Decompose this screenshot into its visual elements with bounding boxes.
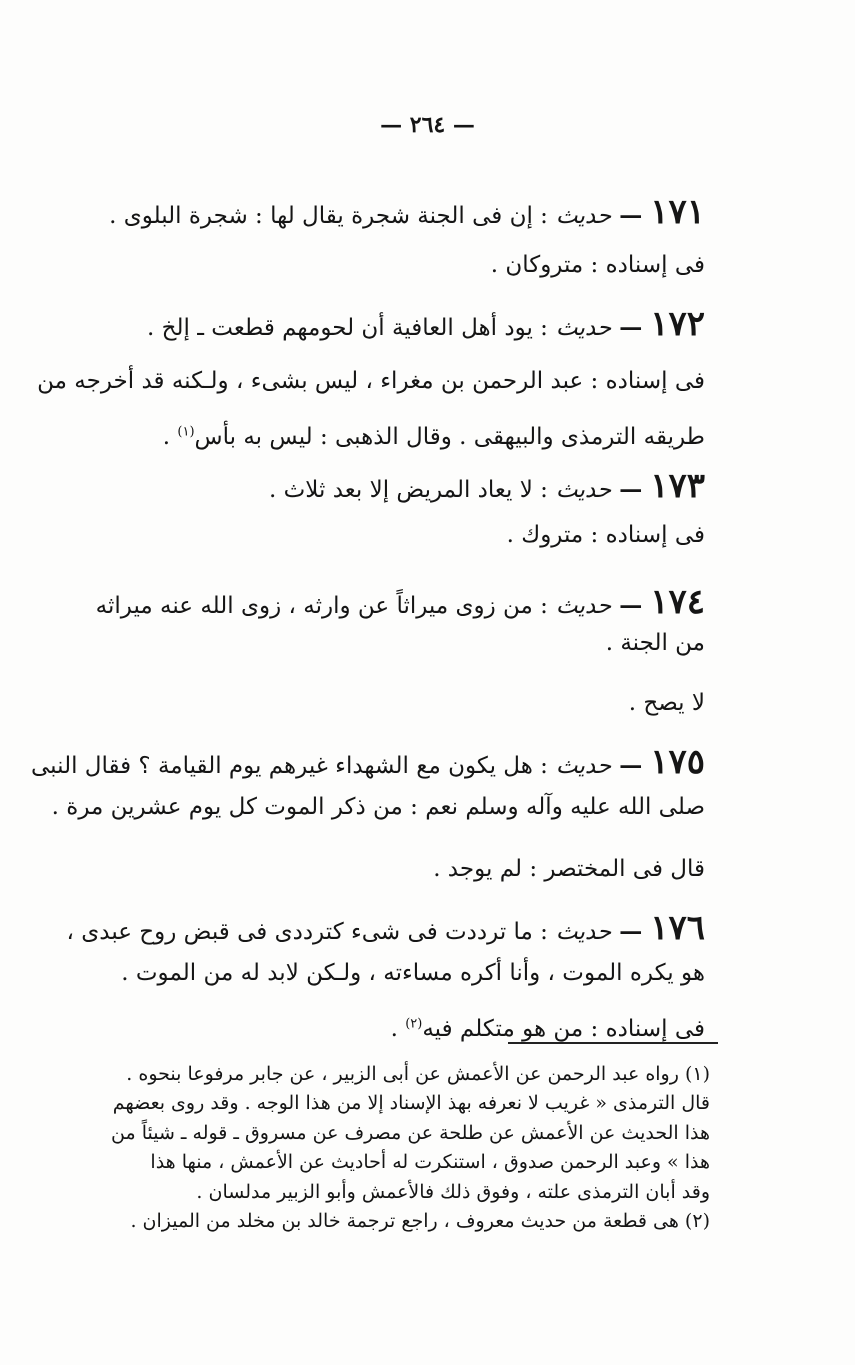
page-number: — ٢٦٤ — [380,112,475,138]
entry-number: ١٧٦ [650,908,705,948]
entry-text: : إن فى الجنة شجرة يقال لها : شجرة البلوى . [109,203,548,229]
footnote-line: هذا » وعبد الرحمن صدوق ، استنكرت له أحاديث عن الأعمش ، منها هذا [150,1151,710,1174]
entry-text: : ما ترددت فى شىء كترددى فى قبض روح عبدى ، [66,919,548,945]
footnote-ref: (١) [177,424,195,440]
entry-175: ١٧٥ — حديث : هل يكون مع الشهداء غيرهم يوم القيامة ؟ فقال النبى [31,742,705,782]
entry-label: حديث [555,203,612,229]
entry-label: حديث [555,753,612,779]
entry-text: : هل يكون مع الشهداء غيرهم يوم القيامة ؟ فقال النبى [31,753,548,779]
entry-text: : يود أهل العافية أن لحومهم قطعت ـ إلخ . [147,315,548,341]
entry-label: حديث [555,593,612,619]
entry-note: فى إسناده : متروكان . [490,252,705,278]
entry-note: طريقه الترمذى والبيهقى . وقال الذهبى : ليس به بأس$^{(١)}$ . [162,424,705,450]
footnote-line: (١) رواه عبد الرحمن عن الأعمش عن أبى الزبير ، عن جابر مرفوعا بنحوه . [126,1063,710,1085]
footnote-line: وقد أبان الترمذى علته ، وفوق ذلك فالأعمش وأبو الزبير مدلسان . [196,1180,710,1203]
entry-text: : من زوى ميراثاً عن وارثه ، زوى الله عنه ميراثه [95,593,548,619]
entry-note: قال فى المختصر : لم يوجد . [433,856,705,882]
entry-173: ١٧٣ — حديث : لا يعاد المريض إلا بعد ثلاث . [269,466,705,506]
footnote-line: هذا الحديث عن الأعمش عن طلحة عن مصرف عن مسروق ـ قوله ـ شيئاً من [111,1121,710,1144]
entry-171: ١٧١ — حديث : إن فى الجنة شجرة يقال لها : شجرة البلوى . [109,192,705,232]
entry-number: ١٧٣ [650,466,705,506]
footnote-line: قال الترمذى « غريب لا نعرفه بهذ الإسناد إلا من هذا الوجه . وقد روى بعضهم [112,1092,710,1115]
entry-note: هو يكره الموت ، وأنا أكره مساءته ، ولـكن لابد له من الموت . [121,960,705,986]
entry-note: لا يصح . [628,690,705,716]
entry-number: ١٧١ [650,192,705,232]
entry-176: ١٧٦ — حديث : ما ترددت فى شىء كترددى فى قبض روح عبدى ، [66,908,705,948]
footnote-ref: (٢) [405,1016,423,1032]
entry-label: حديث [555,315,612,341]
footnote-divider [508,1042,718,1044]
entry-note: من الجنة . [605,630,705,656]
entry-number: ١٧٢ [650,304,705,344]
footnotes [60,1060,710,1237]
entry-note: فى إسناده : من هو متكلم فيه$^{(٢)}$ . [390,1016,705,1042]
entry-172: ١٧٢ — حديث : يود أهل العافية أن لحومهم قطعت ـ إلخ . [147,304,705,344]
entry-note: فى إسناده : عبد الرحمن بن مغراء ، ليس بشىء ، ولـكنه قد أخرجه من [37,368,705,394]
entry-174: ١٧٤ — حديث : من زوى ميراثاً عن وارثه ، زوى الله عنه ميراثه [95,582,705,622]
entry-note: فى إسناده : متروك . [506,522,705,548]
entry-note: صلى الله عليه وآله وسلم نعم : من ذكر الموت كل يوم عشرين مرة . [51,794,705,820]
footnote-line: (٢) هى قطعة من حديث معروف ، راجع ترجمة خالد بن مخلد من الميزان . [130,1210,710,1233]
entry-label: حديث [555,919,612,945]
entry-number: ١٧٤ [650,582,705,622]
entry-label: حديث [555,477,612,503]
entry-text: : لا يعاد المريض إلا بعد ثلاث . [269,477,548,503]
entry-number: ١٧٥ [650,742,705,782]
